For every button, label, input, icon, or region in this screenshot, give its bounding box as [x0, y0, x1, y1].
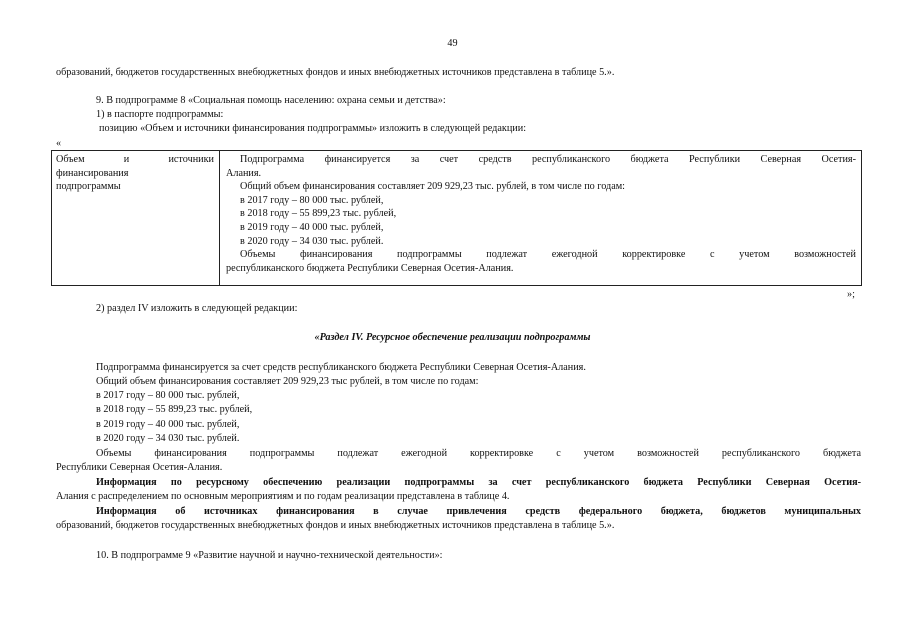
table-left-cell: [56, 153, 214, 194]
item9-sub1: 1) в паспорте подпрограммы:: [96, 109, 224, 120]
table-right-cell: [226, 153, 856, 275]
body-p3-line2: Республики Северная Осетия-Алания.: [56, 462, 223, 473]
continuation-text: образований, бюджетов государственных внебюджетных фондов и иных внебюджетных источников представлена в таблице 5.».: [56, 67, 615, 78]
right-cell-p1-line1: Подпрограмма финансируется за счет средств республиканского бюджета Республики Северная Осетия-: [240, 154, 856, 165]
right-cell-p1-line2: Алания.: [226, 167, 262, 179]
body-p5-line2: образований, бюджетов государственных внебюджетных фондов и иных внебюджетных источников представлена в таблице 5.».: [56, 520, 615, 531]
left-cell-line3: подпрограммы: [56, 181, 121, 192]
item9-sub1-detail: позицию «Объем и источники финансирования подпрограммы» изложить в следующей редакции:: [99, 123, 527, 134]
close-quote: »;: [847, 289, 855, 300]
table-column-divider: [219, 151, 220, 285]
body-p3-line1: Объемы финансирования подпрограммы подлежат ежегодной корректировке с учетом возможностей республиканского бюджета: [96, 448, 861, 459]
body-year-2019: в 2019 году – 40 000 тыс. рублей,: [96, 419, 240, 430]
body-year-2020: в 2020 году – 34 030 тыс. рублей.: [96, 433, 240, 444]
body-year-2018: в 2018 году – 55 899,23 тыс. рублей,: [96, 404, 253, 415]
page-number: 49: [447, 38, 458, 49]
body-p4-line1: Информация по ресурсному обеспечению реализации подпрограммы за счет республиканского бюджета Республики Северная Осетия-: [96, 477, 861, 488]
right-cell-p3-line1: Объемы финансирования подпрограммы подлежат ежегодной корректировке с учетом возможностей: [240, 249, 856, 261]
right-cell-year-2018: в 2018 году – 55 899,23 тыс. рублей,: [240, 208, 397, 220]
item9-title: 9. В подпрограмме 8 «Социальная помощь населению: охрана семьи и детства»:: [96, 95, 446, 106]
item9-sub2: 2) раздел IV изложить в следующей редакции:: [96, 303, 298, 314]
body-year-2017: в 2017 году – 80 000 тыс. рублей,: [96, 390, 240, 401]
right-cell-year-2019: в 2019 году – 40 000 тыс. рублей,: [240, 221, 384, 233]
right-cell-p3-line2: республиканского бюджета Республики Северная Осетия-Алания.: [226, 262, 514, 274]
section-heading: «Раздел IV. Ресурсное обеспечение реализации подпрограммы: [314, 332, 591, 343]
left-cell-line2: финансирования: [56, 167, 129, 179]
financing-table: [51, 150, 862, 286]
item10-title: 10. В подпрограмме 9 «Развитие научной и научно-технической деятельности»:: [96, 550, 443, 561]
body-p2: Общий объем финансирования составляет 209 929,23 тыс рублей, в том числе по годам:: [96, 376, 479, 387]
right-cell-p2: Общий объем финансирования составляет 209 929,23 тыс. рублей, в том числе по годам:: [240, 181, 625, 193]
body-p4-line2: Алания с распределением по основным мероприятиям и по годам реализации представлена в таблице 4.: [56, 491, 510, 502]
body-p1: Подпрограмма финансируется за счет средств республиканского бюджета Республики Северная Осетия-Алания.: [96, 362, 586, 373]
right-cell-year-2020: в 2020 году – 34 030 тыс. рублей.: [240, 235, 384, 247]
left-cell-line1: Объем и источники: [56, 154, 215, 165]
body-p5-line1: Информация об источниках финансирования в случае привлечения средств федерального бюджета, бюджетов муниципальных: [96, 506, 861, 517]
right-cell-year-2017: в 2017 году – 80 000 тыс. рублей,: [240, 194, 384, 206]
open-quote: «: [56, 138, 62, 149]
